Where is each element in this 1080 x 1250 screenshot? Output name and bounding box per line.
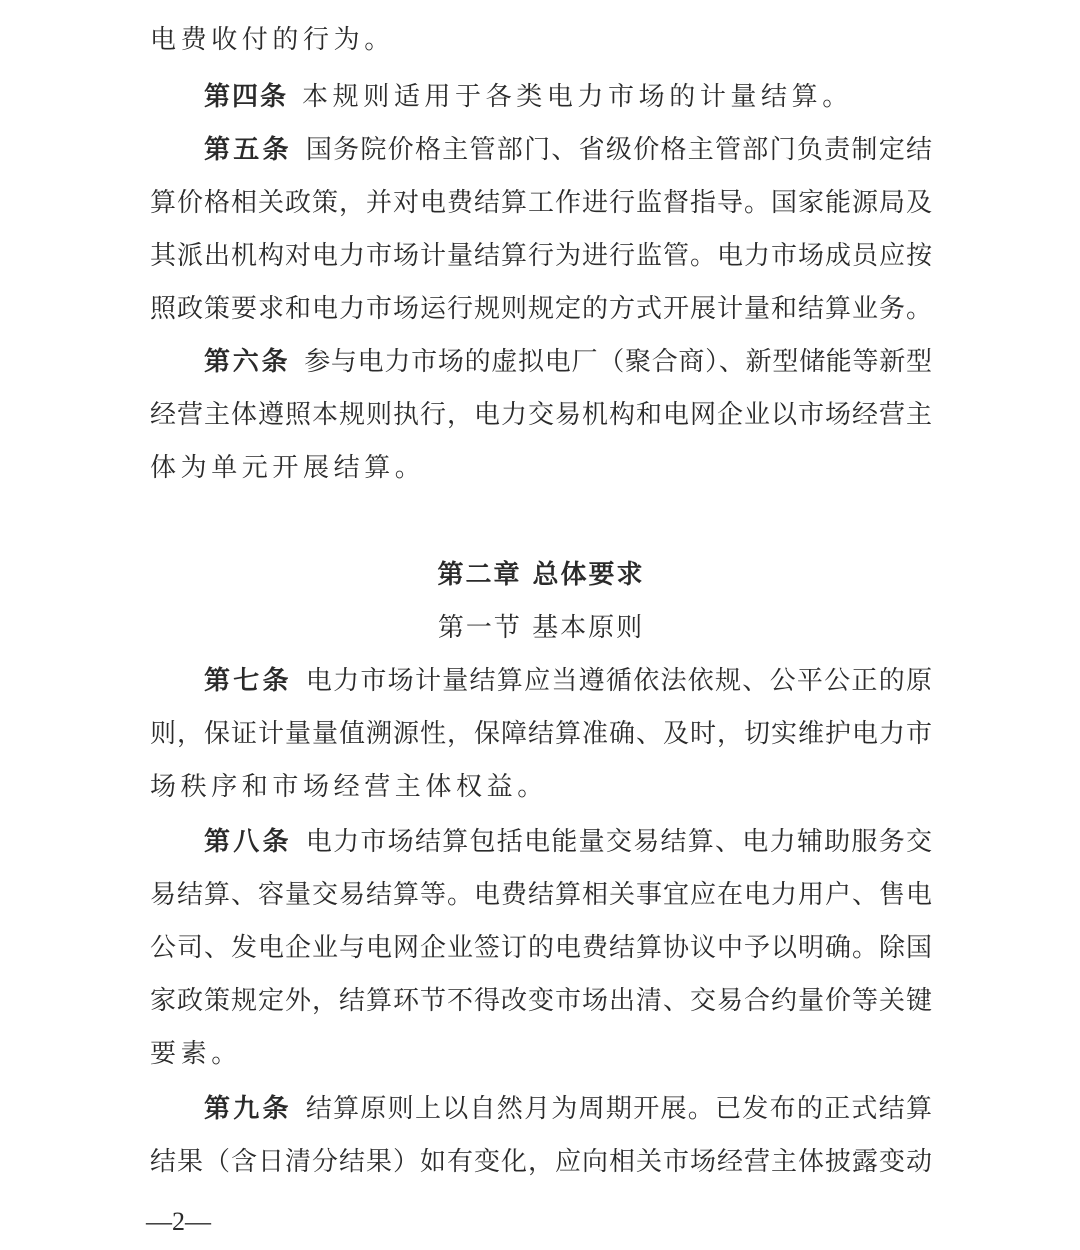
section-title: 第一节 基本原则 bbox=[437, 613, 645, 643]
article-5 bbox=[204, 133, 932, 167]
article-label: 第八条 bbox=[204, 827, 292, 857]
text-line: 国务院价格主管部门、省级价格主管部门负责制定结 bbox=[305, 135, 932, 165]
article-7 bbox=[204, 664, 932, 698]
paragraph-continuation bbox=[150, 23, 932, 57]
text-line: 照政策要求和电力市场运行规则规定的方式开展计量和结算业务。 bbox=[150, 294, 932, 324]
text-line: 易结算、容量交易结算等。电费结算相关事宜应在电力用户、售电 bbox=[150, 880, 932, 910]
text-line: 公司、发电企业与电网企业签订的电费结算协议中予以明确。除国 bbox=[150, 933, 932, 963]
text-line: 结果（含日清分结果）如有变化，应向相关市场经营主体披露变动 bbox=[150, 1147, 932, 1177]
article-8 bbox=[204, 825, 932, 859]
page-number: —2— bbox=[146, 1207, 211, 1236]
text-line: 要素。 bbox=[150, 1039, 242, 1069]
chapter-title: 第二章 总体要求 bbox=[437, 560, 645, 590]
text-line: 算价格相关政策，并对电费结算工作进行监督指导。国家能源局及 bbox=[150, 188, 932, 218]
text-line: 场秩序和市场经营主体权益。 bbox=[150, 772, 548, 802]
text-line: 电力市场结算包括电能量交易结算、电力辅助服务交 bbox=[305, 827, 932, 857]
article-4 bbox=[204, 80, 932, 114]
article-label: 第九条 bbox=[204, 1094, 292, 1124]
text-line: 家政策规定外，结算环节不得改变市场出清、交易合约量价等关键 bbox=[150, 986, 932, 1016]
text-line: 电力市场计量结算应当遵循依法依规、公平公正的原 bbox=[305, 666, 932, 696]
text-line: 本规则适用于各类电力市场的计量结算。 bbox=[302, 82, 853, 112]
article-label: 第四条 bbox=[204, 82, 289, 112]
text-line: 参与电力市场的虚拟电厂（聚合商）、新型储能等新型 bbox=[304, 347, 932, 377]
article-9 bbox=[204, 1092, 932, 1126]
article-6 bbox=[204, 345, 932, 379]
text-line: 体为单元开展结算。 bbox=[150, 453, 426, 483]
article-label: 第六条 bbox=[204, 347, 291, 377]
article-label: 第五条 bbox=[204, 135, 292, 165]
text-line: 其派出机构对电力市场计量结算行为进行监管。电力市场成员应按 bbox=[150, 241, 932, 271]
text-line: 电费收付的行为。 bbox=[150, 25, 395, 55]
text-line: 则，保证计量量值溯源性，保障结算准确、及时，切实维护电力市 bbox=[150, 719, 932, 749]
article-label: 第七条 bbox=[204, 666, 292, 696]
text-line: 结算原则上以自然月为周期开展。已发布的正式结算 bbox=[305, 1094, 932, 1124]
text-line: 经营主体遵照本规则执行，电力交易机构和电网企业以市场经营主 bbox=[150, 400, 932, 430]
